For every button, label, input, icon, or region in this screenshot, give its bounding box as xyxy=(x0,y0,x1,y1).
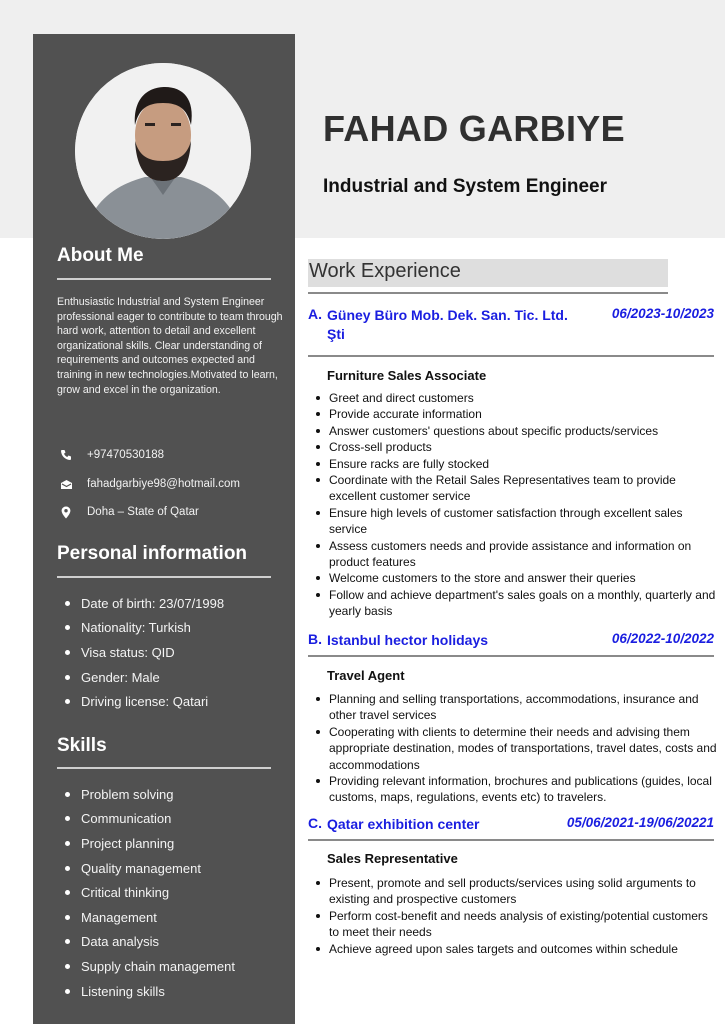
work-experience-heading: Work Experience xyxy=(309,260,461,282)
email-address[interactable]: fahadgarbiye98@hotmail.com xyxy=(87,478,240,490)
job-dates: 05/06/2021-19/06/20221 xyxy=(566,815,714,830)
list-item: Quality management xyxy=(57,856,235,881)
job-divider xyxy=(308,655,714,657)
list-item: Coordinate with the Retail Sales Representatives team to provide excellent customer service xyxy=(327,472,717,505)
work-experience-divider xyxy=(308,292,668,294)
list-item: Present, promote and sell products/services using solid arguments to existing and prospective customers xyxy=(327,875,717,908)
list-item: Planning and selling transportations, accommodations, insurance and other travel services xyxy=(327,691,717,724)
list-item: Date of birth: 23/07/1998 xyxy=(57,591,224,616)
skills-heading: Skills xyxy=(57,735,107,756)
job-dates: 06/2022-10/2022 xyxy=(611,631,714,646)
personal-information-heading: Personal information xyxy=(57,543,248,564)
job-divider xyxy=(308,839,714,841)
list-item: Welcome customers to the store and answer their queries xyxy=(327,570,717,586)
job-duties xyxy=(327,390,717,620)
contact-email xyxy=(57,477,287,491)
list-item: Management xyxy=(57,905,235,930)
list-item: Supply chain management xyxy=(57,954,235,979)
job-header xyxy=(308,306,714,346)
skills-list xyxy=(57,782,235,1003)
candidate-name: FAHAD GARBIYE xyxy=(323,108,625,149)
job-dates: 06/2023-10/2023 xyxy=(611,306,714,321)
personal-information-list xyxy=(57,591,224,714)
list-item: Follow and achieve department's sales goals on a monthly, quarterly and yearly basis xyxy=(329,587,716,619)
list-item: Ensure high levels of customer satisfaction through excellent sales service xyxy=(327,505,717,538)
list-item: Cooperating with clients to determine their needs and advising them appropriate destination, modes of transportations, travel dates, costs and accommodations xyxy=(329,724,717,772)
job-company: Istanbul hector holidays xyxy=(327,632,489,648)
job-company: Qatar exhibition center xyxy=(327,816,480,832)
list-item: Communication xyxy=(57,807,235,832)
list-item: Assess customers needs and provide assistance and information on product features xyxy=(327,538,717,571)
job-title: Travel Agent xyxy=(327,668,405,683)
list-item: Project planning xyxy=(57,831,235,856)
list-item: Greet and direct customers xyxy=(327,390,717,406)
list-item: Ensure racks are fully stocked xyxy=(327,456,717,472)
job-title: Furniture Sales Associate xyxy=(327,368,487,383)
list-item: Provide accurate information xyxy=(327,406,717,422)
location-text: Doha – State of Qatar xyxy=(87,506,199,518)
list-item: Achieve agreed upon sales targets and outcomes within schedule xyxy=(327,941,717,957)
list-item: Perform cost-benefit and needs analysis of existing/potential customers to meet their needs xyxy=(327,908,717,941)
list-item: Problem solving xyxy=(57,782,235,807)
job-header xyxy=(308,631,714,651)
sidebar xyxy=(33,34,295,1024)
job-letter: B. xyxy=(308,631,322,647)
candidate-role: Industrial and System Engineer xyxy=(323,176,608,197)
location-pin-icon xyxy=(57,505,75,519)
list-item: Gender: Male xyxy=(57,665,224,690)
job-header xyxy=(308,815,714,835)
job-divider xyxy=(308,355,714,357)
personal-information-divider xyxy=(57,576,271,578)
list-item: Data analysis xyxy=(57,930,235,955)
contact-phone xyxy=(57,448,287,462)
list-item: Critical thinking xyxy=(57,880,235,905)
list-item: Cross-sell products xyxy=(327,439,717,455)
list-item: Listening skills xyxy=(57,979,235,1004)
job-duties xyxy=(327,691,717,806)
about-me-text: Enthusiastic Industrial and System Engineer professional eager to contribute to team through hard work, attention to detail and excellent organizational skills. Clear understanding of requirements and outcomes expected and training in new technologies.Motivated to learn, grow and excel in the organization. xyxy=(57,296,283,396)
phone-icon xyxy=(57,448,75,462)
list-item: Providing relevant information, brochures and publications (guides, local customs, maps, regulations, events etc) to travelers. xyxy=(327,773,717,806)
job-letter: C. xyxy=(308,815,322,831)
mail-icon xyxy=(57,477,75,491)
contact-location xyxy=(57,505,287,519)
phone-number[interactable]: +97470530188 xyxy=(87,449,165,461)
list-item: Driving license: Qatari xyxy=(57,689,224,714)
list-item: Nationality: Turkish xyxy=(57,616,224,641)
about-me-divider xyxy=(57,278,271,280)
list-item: Answer customers' questions about specific products/services xyxy=(327,423,717,439)
about-me-heading: About Me xyxy=(57,245,144,266)
job-title: Sales Representative xyxy=(327,851,458,866)
job-company: Güney Büro Mob. Dek. San. Tic. Ltd. Şti xyxy=(327,307,568,342)
job-duties xyxy=(327,875,717,957)
job-letter: A. xyxy=(308,306,322,322)
profile-photo xyxy=(75,63,251,239)
list-item: Visa status: QID xyxy=(57,640,224,665)
skills-divider xyxy=(57,767,271,769)
